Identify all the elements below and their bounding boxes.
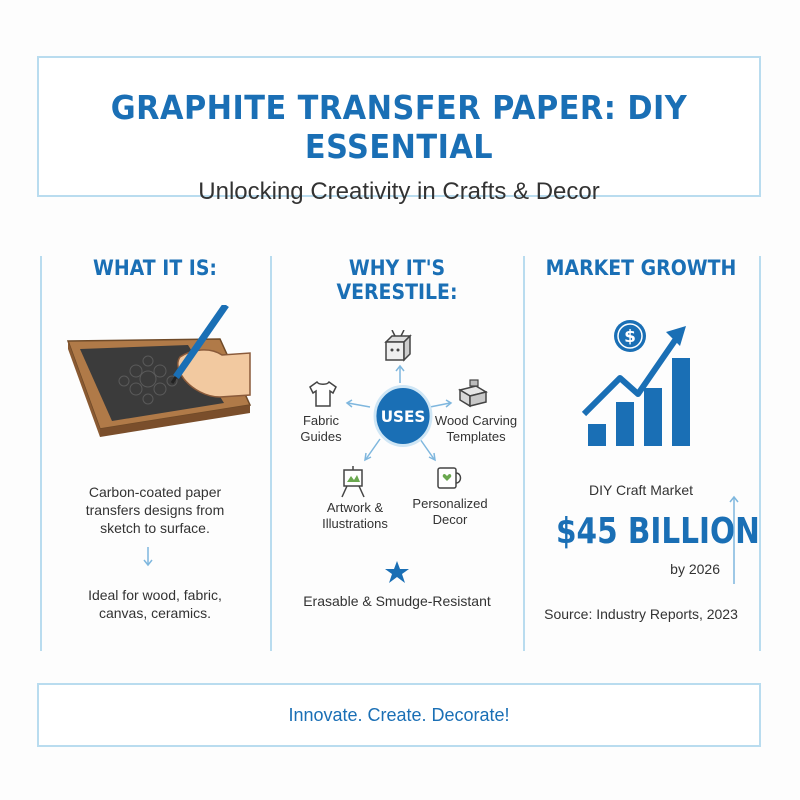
description-line: transfers designs from — [85, 502, 225, 518]
what-it-is-heading: WHAT IT IS: — [92, 256, 218, 280]
svg-text:$: $ — [624, 327, 636, 347]
use-item-label: Illustrations — [322, 516, 388, 531]
use-item-label: Artwork & — [326, 500, 384, 515]
column-divider — [759, 256, 761, 651]
arrow-down-icon — [142, 546, 154, 568]
use-item-label: Wood Carving — [434, 413, 518, 428]
column-divider — [270, 256, 272, 651]
page-title: GRAPHITE TRANSFER PAPER: DIY ESSENTIAL — [110, 88, 688, 166]
use-item-label: Fabric — [302, 413, 340, 428]
column-divider — [523, 256, 525, 651]
use-item-label: Guides — [300, 429, 342, 444]
use-item-fabric-guides — [286, 413, 356, 445]
use-item-label: Decor — [432, 512, 468, 527]
column-divider — [40, 256, 42, 651]
market-heading: MARKET GROWTH — [545, 256, 737, 280]
page-subtitle: Unlocking Creativity in Crafts & Decor — [198, 178, 600, 205]
what-it-is-uses — [50, 586, 260, 622]
versatile-footnote: Erasable & Smudge-Resistant — [303, 593, 491, 609]
tshirt-icon — [308, 380, 338, 408]
market-value: $45 BILLION — [556, 511, 760, 552]
use-item-wood-carving — [430, 413, 522, 445]
uses-center-node: USES — [374, 385, 433, 447]
use-item-personalized-decor — [405, 496, 495, 528]
title-banner — [37, 56, 761, 205]
uses-line: canvas, ceramics. — [98, 605, 212, 621]
wood-block-icon — [456, 378, 490, 408]
hand-drawing-on-graphite-paper-icon — [60, 305, 260, 445]
what-it-is-description — [50, 483, 260, 537]
use-item-label: Personalized — [412, 496, 488, 511]
footer-tagline: Innovate. Create. Decorate! — [288, 704, 510, 725]
use-item-artwork — [312, 500, 398, 532]
market-by-year: by 2026 — [670, 561, 720, 577]
description-line: Carbon-coated paper — [88, 484, 222, 500]
market-source: Source: Industry Reports, 2023 — [544, 606, 738, 622]
star-icon — [384, 560, 410, 584]
footer-banner — [37, 683, 761, 747]
use-item-label: Templates — [446, 429, 506, 444]
market-label: DIY Craft Market — [589, 482, 693, 498]
uses-line: Ideal for wood, fabric, — [88, 587, 222, 603]
versatile-heading: WHY IT'S VERESTILE: — [336, 256, 458, 304]
dollar-coin-icon — [612, 318, 648, 354]
box-icon — [380, 330, 416, 364]
easel-icon — [338, 464, 368, 498]
description-line: sketch to surface. — [100, 520, 210, 536]
arrow-up-icon — [728, 494, 740, 586]
mug-icon — [434, 464, 464, 492]
